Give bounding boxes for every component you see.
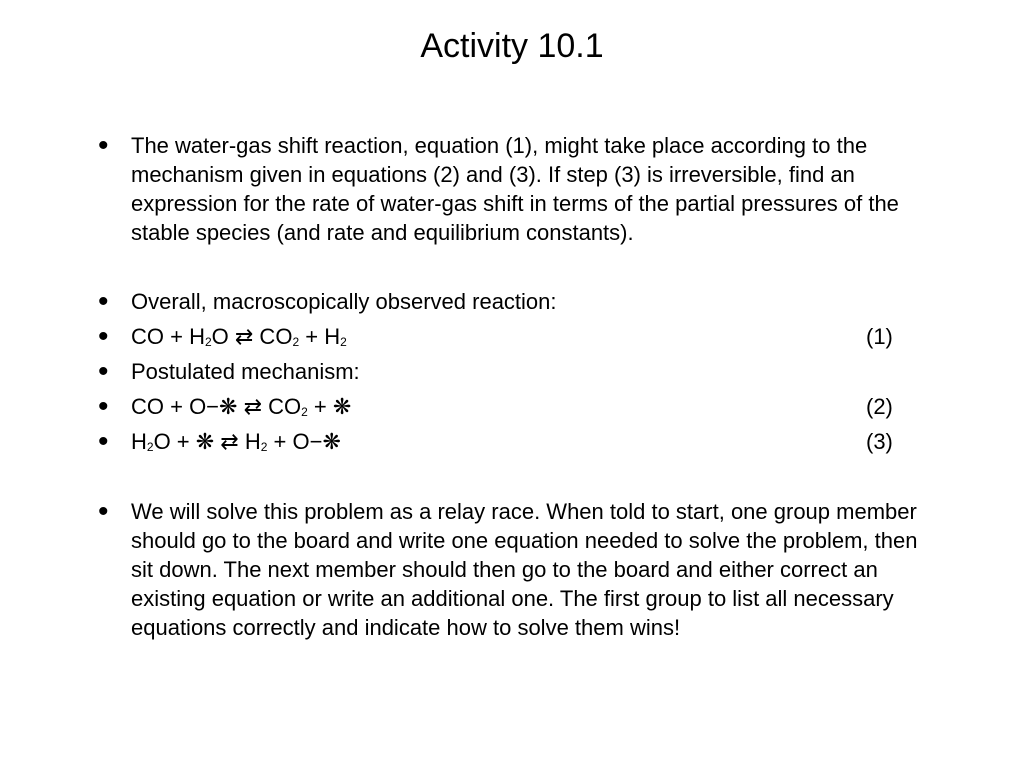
bullet-text: The water-gas shift reaction, equation (1), might take place according to the mechanism given in equations (2) and (3). If step (3) is irreversible, find an expression for the rate of water-gas shift in terms of the partial pressures of the stable species (and rate and equilibrium constants). [131,133,899,245]
equation-text: $H_2O$ + ❋ ⇄ $H_2$ + O−❋ [131,429,341,454]
equation-number: (2) [866,394,893,419]
equation-number: (1) [866,324,893,349]
bullet-icon: • [98,285,109,318]
bullet-text: Postulated mechanism: [131,359,360,384]
slide-title: Activity 10.1 [420,27,604,65]
bullet-icon: • [98,390,109,423]
bullet-icon: • [98,129,109,162]
equation-text: CO + $H_2O$ ⇄ $CO_2 + H_2$ [131,324,347,349]
bullet-icon: • [98,495,109,528]
bullet-icon: • [98,425,109,458]
bullet-text: We will solve this problem as a relay race. When told to start, one group member should go to the board and write one equation needed to solve the problem, then sit down. The next member should then go to the board and either correct an existing equation or write an additional one. The first group to list all necessary equations correctly and indicate how to solve them wins! [131,499,918,640]
equation-number: (3) [866,429,893,454]
bullet-text: Overall, macroscopically observed reaction: [131,289,557,314]
equation-text: CO + O−❋ ⇄ $CO_2$ + ❋ [131,394,352,419]
bullet-icon: • [98,355,109,388]
bullet-icon: • [98,320,109,353]
